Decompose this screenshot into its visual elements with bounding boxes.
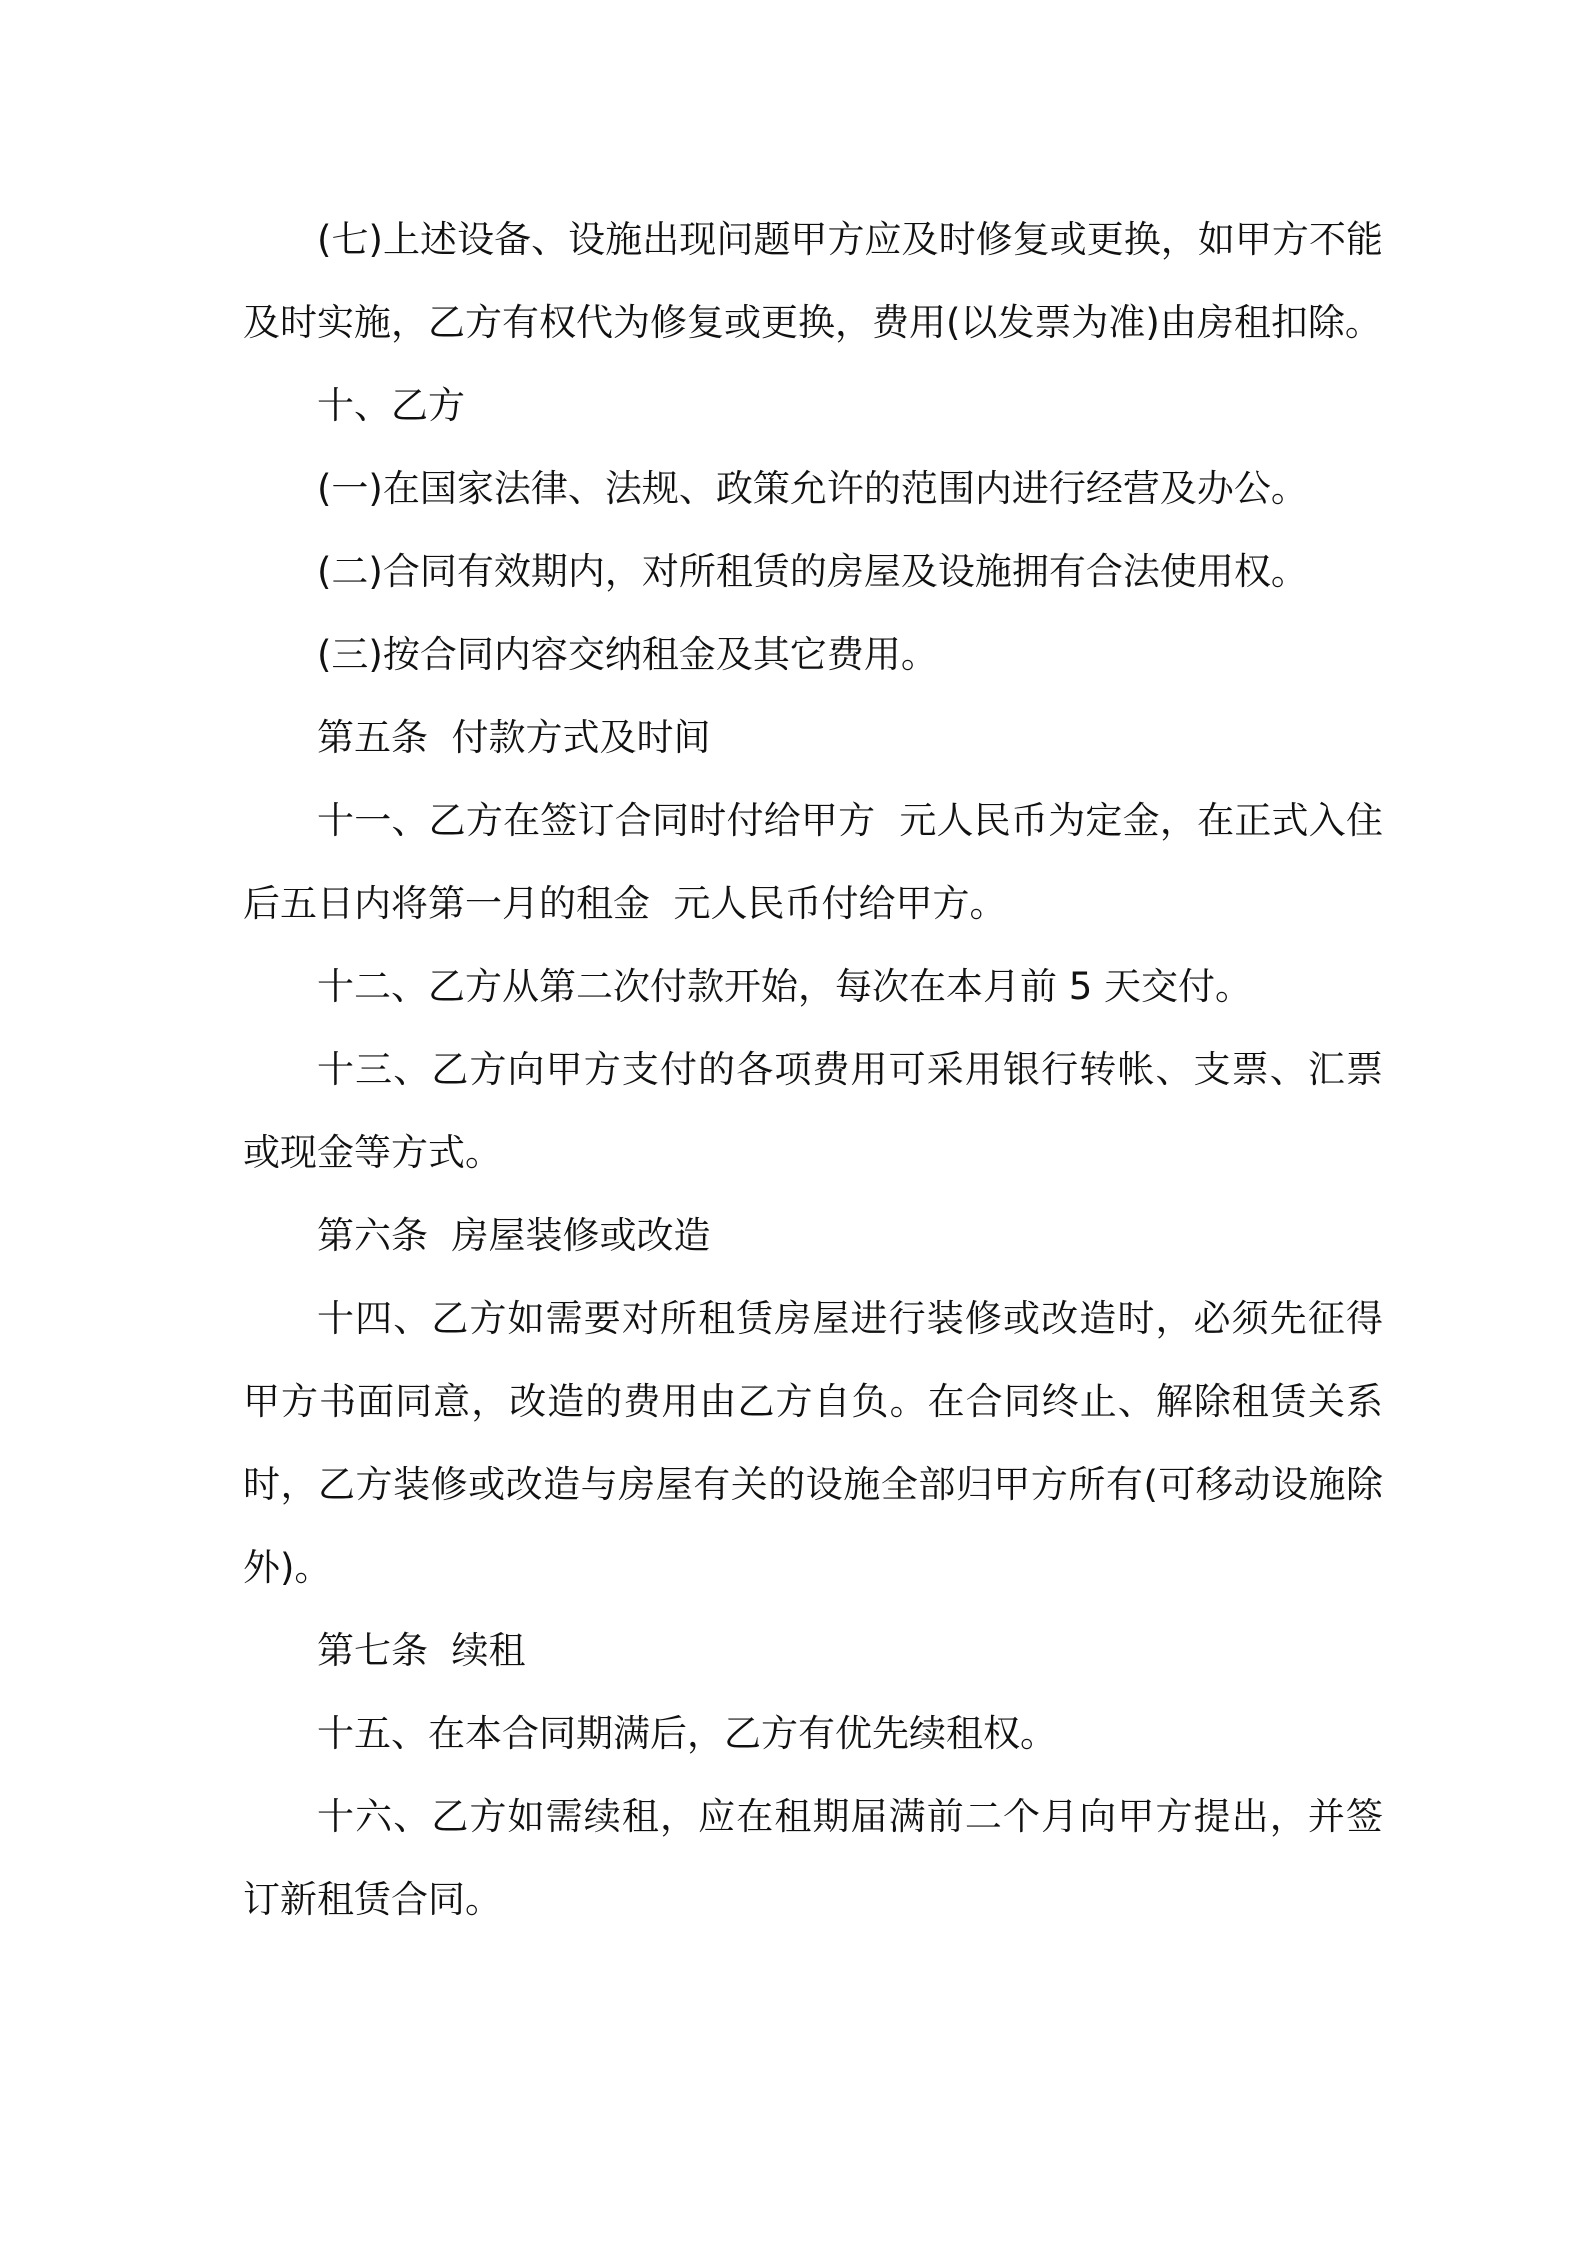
document-body bbox=[243, 198, 1383, 1941]
paragraph-business-scope: (一)在国家法律、法规、政策允许的范围内进行经营及办公。 bbox=[317, 467, 1308, 510]
paragraph-renewal-priority: 十五、在本合同期满后，乙方有优先续租权。 bbox=[317, 1712, 1057, 1755]
paragraph-renovation: 十四、乙方如需要对所租赁房屋进行装修或改造时，必须先征得甲方书面同意，改造的费用由乙方自负。在合同终止、解除租赁关系时，乙方装修或改造与房屋有关的设施全部归甲方所有(可移动设施除外)。 bbox=[243, 1297, 1383, 1589]
paragraph-payment-methods: 十三、乙方向甲方支付的各项费用可采用银行转帐、支票、汇票或现金等方式。 bbox=[243, 1048, 1383, 1174]
paragraph-renewal-notice: 十六、乙方如需续租，应在租期届满前二个月向甲方提出，并签订新租赁合同。 bbox=[243, 1795, 1383, 1921]
paragraph-pay-rent: (三)按合同内容交纳租金及其它费用。 bbox=[317, 633, 938, 676]
paragraph-deposit: 十一、乙方在签订合同时付给甲方 元人民币为定金，在正式入住后五日内将第一月的租金 元人民币付给甲方。 bbox=[243, 799, 1383, 925]
paragraph-usage-right: (二)合同有效期内，对所租赁的房屋及设施拥有合法使用权。 bbox=[317, 550, 1308, 593]
paragraph-payment-schedule: 十二、乙方从第二次付款开始，每次在本月前 5 天交付。 bbox=[317, 965, 1253, 1008]
article-five-heading: 第五条 付款方式及时间 bbox=[317, 716, 711, 759]
section-party-b: 十、乙方 bbox=[317, 384, 465, 427]
article-six-heading: 第六条 房屋装修或改造 bbox=[317, 1214, 711, 1257]
article-seven-heading: 第七条 续租 bbox=[317, 1629, 526, 1672]
paragraph-equipment-repair: (七)上述设备、设施出现问题甲方应及时修复或更换，如甲方不能及时实施，乙方有权代为修复或更换，费用(以发票为准)由房租扣除。 bbox=[243, 218, 1383, 344]
